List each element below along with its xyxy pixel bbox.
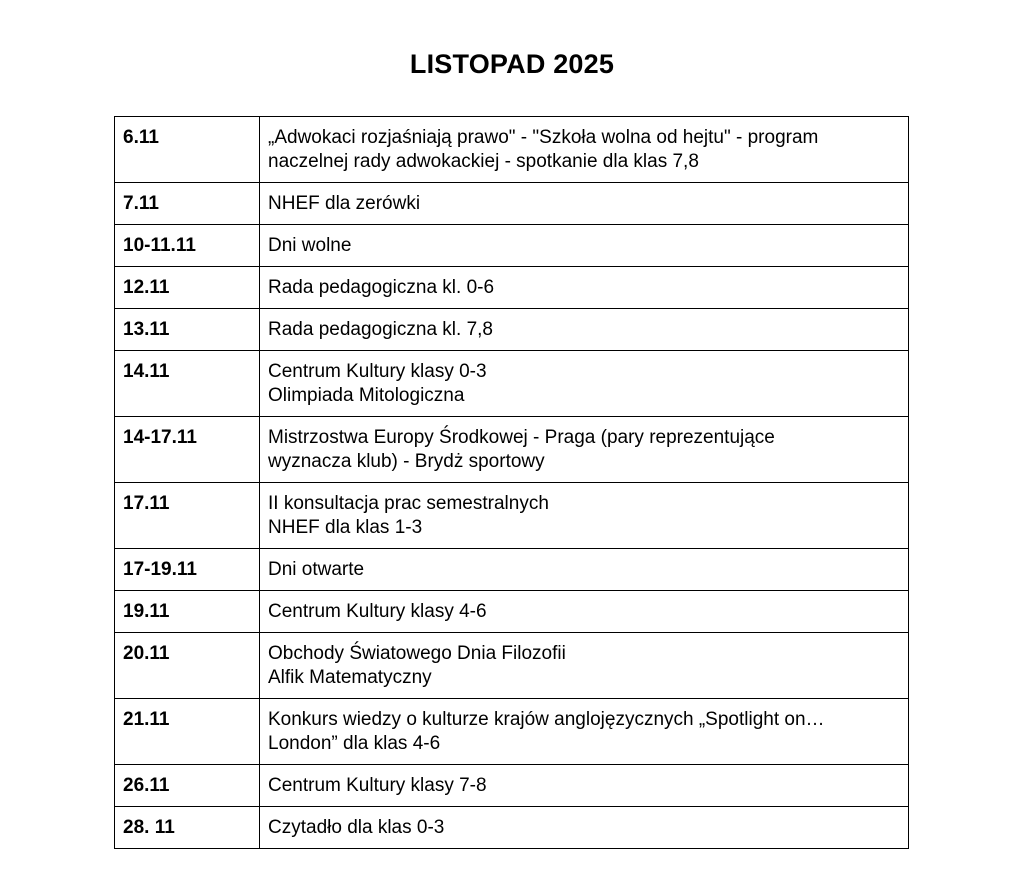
date-cell: 19.11 [115, 591, 260, 633]
event-line: NHEF dla klas 1-3 [268, 517, 423, 538]
event-line: Centrum Kultury klasy 4-6 [268, 601, 487, 622]
event-line: Konkurs wiedzy o kulturze krajów anglojęzycznych „Spotlight on… [268, 709, 825, 730]
table-row [115, 807, 909, 849]
event-cell [260, 225, 909, 267]
event-cell [260, 309, 909, 351]
date-cell: 17-19.11 [115, 549, 260, 591]
event-cell [260, 483, 909, 549]
event-cell [260, 549, 909, 591]
event-cell [260, 699, 909, 765]
schedule-table [114, 116, 909, 849]
event-line: Centrum Kultury klasy 0-3 [268, 361, 487, 382]
table-row [115, 351, 909, 417]
event-line: Olimpiada Mitologiczna [268, 385, 465, 406]
event-cell [260, 417, 909, 483]
event-line: NHEF dla zerówki [268, 193, 421, 214]
event-cell [260, 765, 909, 807]
schedule-table-body [115, 117, 909, 849]
event-line: Czytadło dla klas 0-3 [268, 817, 445, 838]
table-row [115, 591, 909, 633]
date-cell: 28. 11 [115, 807, 260, 849]
date-cell: 17.11 [115, 483, 260, 549]
event-line: London” dla klas 4-6 [268, 733, 441, 754]
date-cell: 14.11 [115, 351, 260, 417]
event-cell [260, 117, 909, 183]
event-line: Rada pedagogiczna kl. 0-6 [268, 277, 495, 298]
event-cell [260, 351, 909, 417]
date-cell: 26.11 [115, 765, 260, 807]
event-cell [260, 633, 909, 699]
table-row [115, 117, 909, 183]
event-cell [260, 267, 909, 309]
page-title: LISTOPAD 2025 [409, 49, 615, 79]
table-row [115, 549, 909, 591]
event-line: naczelnej rady adwokackiej - spotkanie dla klas 7,8 [268, 151, 699, 172]
date-cell: 13.11 [115, 309, 260, 351]
table-row [115, 483, 909, 549]
date-cell: 21.11 [115, 699, 260, 765]
event-line: Obchody Światowego Dnia Filozofii [268, 643, 566, 664]
table-row [115, 699, 909, 765]
table-row [115, 309, 909, 351]
event-cell [260, 183, 909, 225]
date-cell: 7.11 [115, 183, 260, 225]
table-row [115, 225, 909, 267]
table-row [115, 183, 909, 225]
table-row [115, 267, 909, 309]
event-line: Mistrzostwa Europy Środkowej - Praga (pary reprezentujące [268, 427, 775, 448]
event-line: Dni otwarte [268, 559, 365, 580]
date-cell: 12.11 [115, 267, 260, 309]
event-line: wyznacza klub) - Brydż sportowy [268, 451, 545, 472]
table-row [115, 633, 909, 699]
event-cell [260, 807, 909, 849]
event-line: Rada pedagogiczna kl. 7,8 [268, 319, 493, 340]
date-cell: 20.11 [115, 633, 260, 699]
event-line: Centrum Kultury klasy 7-8 [268, 775, 487, 796]
table-row [115, 417, 909, 483]
date-cell: 14-17.11 [115, 417, 260, 483]
event-line: II konsultacja prac semestralnych [268, 493, 549, 514]
event-line: „Adwokaci rozjaśniają prawo" - "Szkoła wolna od hejtu" - program [268, 127, 819, 148]
event-cell [260, 591, 909, 633]
date-cell: 10-11.11 [115, 225, 260, 267]
event-line: Alfik Matematyczny [268, 667, 432, 688]
table-row [115, 765, 909, 807]
date-cell: 6.11 [115, 117, 260, 183]
event-line: Dni wolne [268, 235, 352, 256]
